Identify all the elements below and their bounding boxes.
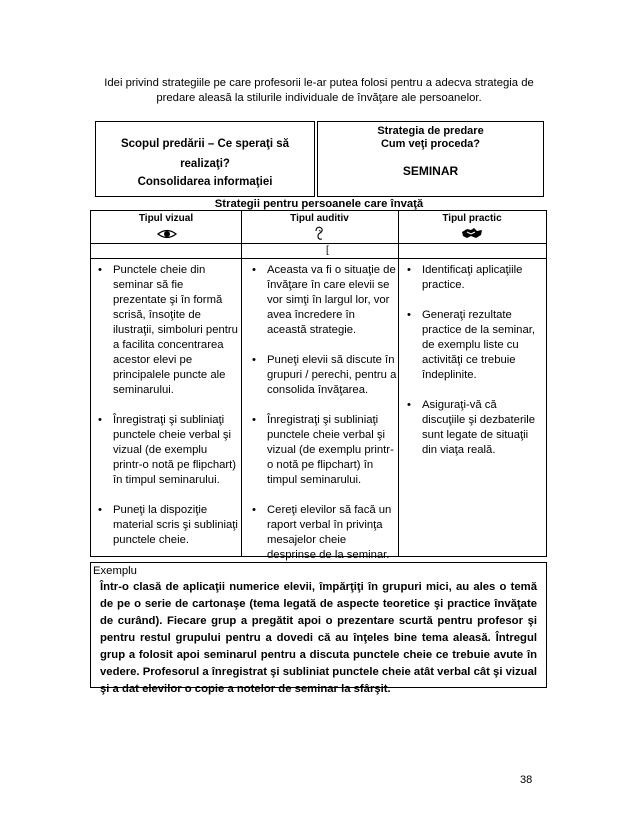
list-item: • Asiguraţi-vă că discuţiile şi dezbaterile sunt legate de situaţii din viaţa reală. (404, 398, 542, 458)
list-item: • Înregistraţi şi subliniaţi punctele cheie verbal şi vizual (de exemplu printr-o notă pe flipchart) în timpul seminarului. (249, 413, 397, 488)
header-auditory: Tipul auditiv (290, 213, 349, 224)
page-number: 38 (520, 774, 533, 786)
hands-icon (461, 227, 483, 239)
header-visual: Tipul vizual (138, 213, 194, 224)
row-marker: [ (326, 245, 329, 256)
teaching-strategy-box (317, 121, 544, 197)
strategy-answer: SEMINAR (402, 164, 459, 178)
intro-paragraph: Idei privind strategiile pe care profesorii le-ar putea folosi pentru a adecva strategia de predare aleasă la stilurile individuale de învăţare ale persoanelor. (104, 77, 534, 104)
practical-strategies (404, 263, 542, 458)
list-item: • Punctele cheie din seminar să fie prezentate şi în formă scrisă, însoţite de ilustraţii, simboluri pentru a facilita concentrarea acestor elevi pe principalele puncte ale seminarului. (95, 263, 239, 398)
list-item: • Înregistraţi şi subliniaţi punctele cheie verbal şi vizual (de exemplu printr-o notă pe flipchart) în timpul seminarului. (95, 413, 239, 488)
teaching-goal-box (95, 121, 315, 197)
header-practical: Tipul practic (442, 213, 502, 224)
eye-icon (157, 228, 177, 240)
column-divider (398, 211, 399, 556)
example-label: Exemplu (93, 565, 137, 577)
auditory-strategies (249, 263, 397, 563)
column-divider (241, 211, 242, 556)
strategy-question: Cum veţi proceda? (380, 138, 481, 150)
row-divider (91, 258, 546, 259)
list-item: • Identificaţi aplicaţiile practice. (404, 263, 542, 293)
goal-question-line1: Scopul predării – Ce speraţi să (120, 138, 290, 150)
row-divider (91, 243, 546, 244)
list-item: • Aceasta va fi o situaţie de învăţare în care elevii se vor simţi în largul lor, vor avea încredere în această strategie. (249, 263, 397, 338)
strategy-heading: Strategia de predare (377, 125, 484, 137)
list-item: • Generaţi rezultate practice de la seminar, de exemplu liste cu activităţi ce trebuie îndeplinite. (404, 308, 542, 383)
table-title: Strategii pentru persoanele care învaţă (214, 198, 424, 210)
visual-strategies (95, 263, 239, 548)
list-item: • Puneţi la dispoziţie material scris şi subliniaţi punctele cheie. (95, 503, 239, 548)
ear-icon (315, 226, 325, 241)
example-text: Într-o clasă de aplicaţii numerice elevii, împărţiţi în grupuri mici, au ales o temă de pe o serie de cartonaşe (tema legată de aspecte teoretice şi practice învăţate de curând). Fiecare grup a pregătit apoi o prezentare scurtă pentru profesor şi pentru restul grupului pentru a dovedi că au înţeles bine tema aleasă. Întregul grup a folosit apoi seminarul pentru a discuta punctele cheie ce trebuie avute în vedere. Profesorul a înregistrat şi subliniat punctele cheie atât verbal cât şi vizual şi a dat elevilor o copie a notelor de seminar la sfârşit. (100, 581, 537, 695)
list-item: • Cereţi elevilor să facă un raport verbal în privinţa mesajelor cheie desprinse de la seminar. (249, 503, 397, 563)
example-box (90, 562, 547, 695)
goal-question-line2: realizaţi? (180, 158, 230, 170)
strategies-table (90, 210, 547, 561)
list-item: • Puneţi elevii să discute în grupuri / perechi, pentru a consolida învăţarea. (249, 353, 397, 398)
goal-answer: Consolidarea informaţiei (137, 176, 273, 188)
